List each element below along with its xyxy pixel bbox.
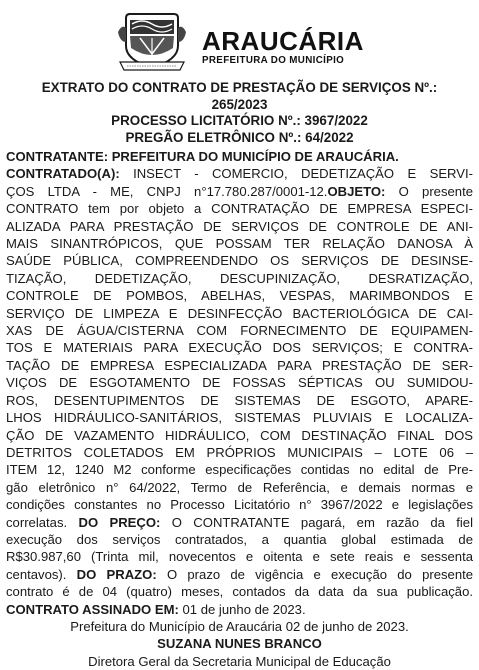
process-number: PROCESSO LICITATÓRIO Nº.: 3967/2022 [111,113,368,128]
contract-body [6,148,473,670]
centavos-text: centavos). [6,566,77,582]
body-line: TAÇÃO DE EMPRESA ESPECIALIZADA PARA PRESTAÇÃO DE SER- [6,357,473,373]
contratado-cnpj: ÇOS LTDA - ME, CNPJ n°17.780.287/0001-12. [6,183,328,199]
body-line [6,514,473,531]
body-line: LHOS HIDRÁULICO-SANITÁRIOS, SISTEMAS PLUVIAIS E LOCALIZA- [6,410,473,426]
body-line: SERVIÇO DE LIMPEZA E DESINFECÇÃO BACTERIOLÓGICA DE CAI- [6,305,473,321]
document-titles [6,80,473,146]
signer-role: Diretora Geral da Secretaria Municipal de Educação [88,653,391,669]
assinado-value: 01 de junho de 2023. [178,601,306,617]
body-line: TOS E MATERIAIS PARA EXECUÇÃO DOS SERVIÇOS; E CONTRA- [6,340,473,356]
place-date: Prefeitura do Município de Araucária 02 de junho de 2023. [70,618,409,634]
contratante-line: CONTRATANTE: PREFEITURA DO MUNICÍPIO DE ARAUCÁRIA. [6,149,399,164]
auction-number: PREGÃO ELETRÔNICO Nº.: 64/2022 [125,129,354,145]
body-line: execução dos serviços contratados, a quantia global estimada de [6,531,473,547]
body-line: ÇÃO DE VAZAMENTO HIDRÁULICO, COM DESTINAÇÃO FINAL DOS [6,427,473,443]
correlatas-text: correlatas. [6,514,79,530]
brand-name: ARAUCÁRIA [202,26,364,56]
body-line: DETRITOS COLETADOS EM PRÓPRIOS MUNICIPAIS – LOTE 06 – [6,444,473,460]
body-line: VIÇOS DE ESGOTAMENTO DE FOSSAS SÉPTICAS OU SUMIDOU- [6,375,473,391]
signer-name: SUZANA NUNES BRANCO [157,636,322,652]
objeto-label: OBJETO: [327,183,386,199]
signed-date-line [6,601,473,618]
objeto-text-start: O presente [385,183,473,199]
preco-text-start: O CONTRATANTE pagará, em razão da fiel [160,514,473,530]
body-line [6,165,473,182]
body-line: CONTROLE DE POMBOS, ABELHAS, VESPAS, MARIMBONDOS E [6,288,473,304]
contratado-text: INSECT - COMERCIO, DEDETIZAÇÃO E SERVI- [119,166,473,182]
body-line: contrato é de 04 (quatro) meses, contados da data da sua publicação. [6,584,473,600]
body-line: SAÚDE PÚBLICA, COMPREENDENDO OS SERVIÇOS DE DESINSE- [6,253,473,269]
brand-block [202,28,364,66]
body-line: condições constantes no Processo Licitatório n° 3967/2022 e legislações [6,497,473,513]
body-line: MAIS SINANTRÓPICOS, QUE POSSAM TER RELAÇÃO DANOSA À [6,236,473,252]
prazo-label: DO PRAZO: [76,566,157,582]
body-line: ROS, DESENTUPIMENTOS DE SISTEMAS DE ESGOTO, APARE- [6,392,473,408]
brand-subtitle: PREFEITURA DO MUNICÍPIO [202,55,345,66]
body-line [6,566,473,583]
body-line: ALIZADA PARA PRESTAÇÃO DE SERVIÇOS DE CONTROLE DE ANI- [6,218,473,234]
body-line [6,183,473,200]
body-line: ITEM 12, 1240 M2 conforme especificações contidas no edital de Pre- [6,462,473,478]
prazo-text-start: O prazo de vigência e execução do presente [156,566,474,582]
body-line: XAS DE ÁGUA/CISTERNA COM FORNECIMENTO DE EQUIPAMEN- [6,323,473,339]
contratado-label: CONTRATADO(A): [6,166,120,182]
body-line: CONTRATO tem por objeto a CONTRATAÇÃO DE EMPRESA ESPECI- [6,201,473,217]
letterhead [0,0,479,78]
body-line: R$30.987,60 (Trinta mil, novecentos e oitenta e sete reais e sessenta [6,549,473,565]
contract-title: EXTRATO DO CONTRATO DE PRESTAÇÃO DE SERVIÇOS Nº.: [41,80,438,95]
preco-label: DO PREÇO: [78,514,161,530]
contract-number: 265/2023 [211,96,268,112]
municipal-coat-of-arms-icon [116,12,188,74]
body-line: gão eletrônico n° 64/2022, Termo de Referência, e demais normas e [6,479,473,495]
body-line: TIZAÇÃO, DEDETIZAÇÃO, DESCUPINIZAÇÃO, DESRATIZAÇÃO, [6,270,473,286]
assinado-label: CONTRATO ASSINADO EM: [6,601,179,617]
